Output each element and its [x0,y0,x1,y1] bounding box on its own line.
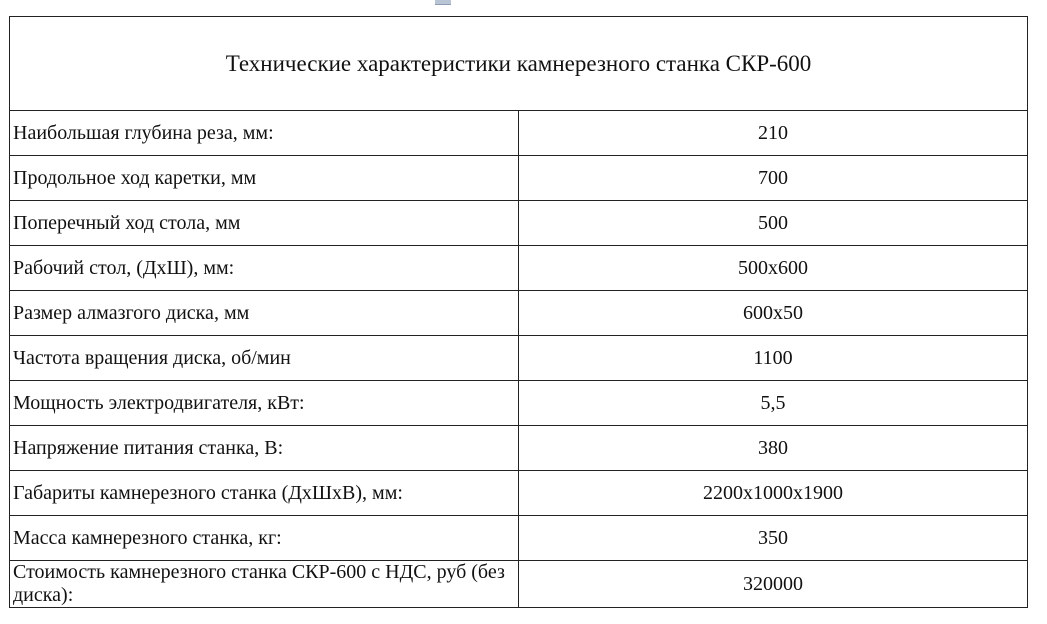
table-row [10,246,1028,291]
table-row [10,111,1028,156]
spec-value: 1100 [519,336,1028,381]
table-row [10,291,1028,336]
spec-value: 350 [519,516,1028,561]
spec-value: 700 [519,156,1028,201]
table-row [10,201,1028,246]
spec-label: Продольное ход каретки, мм [10,156,519,201]
table-row [10,561,1028,608]
spec-value: 500x600 [519,246,1028,291]
table-row [10,336,1028,381]
spec-value: 2200x1000x1900 [519,471,1028,516]
spec-value: 600x50 [519,291,1028,336]
page-top-marker [435,0,451,5]
spec-label: Масса камнерезного станка, кг: [10,516,519,561]
table-row [10,516,1028,561]
spec-label: Поперечный ход стола, мм [10,201,519,246]
spec-value: 500 [519,201,1028,246]
table-row [10,381,1028,426]
spec-label: Наибольшая глубина реза, мм: [10,111,519,156]
spec-label: Габариты камнерезного станка (ДхШхВ), мм: [10,471,519,516]
spec-label: Мощность электродвигателя, кВт: [10,381,519,426]
table-row [10,471,1028,516]
spec-label: Частота вращения диска, об/мин [10,336,519,381]
spec-value: 380 [519,426,1028,471]
spec-value: 210 [519,111,1028,156]
table-row [10,426,1028,471]
spec-label: Рабочий стол, (ДхШ), мм: [10,246,519,291]
spec-value: 320000 [519,561,1028,608]
spec-label: Размер алмазгого диска, мм [10,291,519,336]
spec-label: Стоимость камнерезного станка СКР-600 с НДС, руб (без диска): [10,561,519,608]
table-title-row [10,17,1028,111]
spec-label: Напряжение питания станка, В: [10,426,519,471]
specifications-table [9,16,1028,608]
table-title: Технические характеристики камнерезного станка СКР-600 [10,17,1028,111]
table-row [10,156,1028,201]
spec-value: 5,5 [519,381,1028,426]
